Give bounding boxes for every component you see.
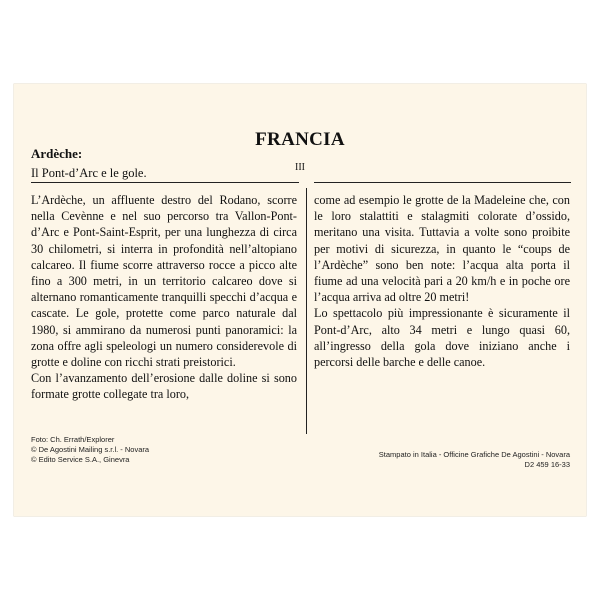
credit-line: © De Agostini Mailing s.r.l. - Novara (31, 445, 150, 454)
card-code: D2 459 16-33 (524, 460, 570, 469)
printer-info (379, 450, 570, 470)
paragraph: Lo spettacolo più impressionante è sicuramente il Pont-d’Arc, alto 34 metri e lungo quasi 60, all’ingresso della gola dove iniziano anche i percorsi delle barche e delle canoe. (314, 306, 570, 370)
credit-line: © Edito Service S.A., Ginevra (31, 455, 130, 464)
divider-right (314, 182, 571, 183)
divider-left (31, 182, 299, 183)
region-heading: Ardèche: (31, 146, 83, 161)
printer-line: Stampato in Italia - Officine Grafiche De Agostini - Novara (378, 450, 570, 459)
left-column (31, 192, 297, 403)
right-column (314, 192, 570, 370)
paragraph: come ad esempio le grotte de la Madeleine che, con le loro stalattiti e stalagmiti colorate d’ossido, meritano una visita. Tuttavia a volte sono proibite per motivi di sicurezza, in quanto le “coups de l’Ardèche” sono ben note: l’acqua alta porta il fiume ad una velocità pari a 20 km/h e in poche ore l’acqua arriva ad oltre 20 metri! (314, 193, 570, 305)
credit-line: Foto: Ch. Errath/Explorer (31, 435, 115, 444)
postcard-back (14, 84, 586, 516)
paragraph: Con l’avanzamento dell’erosione dalle doline si sono formate grotte collegate tra loro, (31, 371, 297, 402)
paragraph: L’Ardèche, un affluente destro del Rodano, scorre nella Cevènne e nel suo percorso tra Vallon-Pont-d’Arc e Pont-Saint-Esprit, per una lunghezza di circa 30 chilometri, si interra in profondità nell’altopiano calcareo. Il fiume scorre attraverso rocce a picco alte fino a 300 metri, in un territorio calcareo dove si alternano romanticamente tranquilli specchi d’acqua e cascate. Le gole, protette come parco naturale dal 1980, si ammirano da numerosi punti panoramici: la zona offre agli speleologi un numero considerevole di grotte e doline con ricchi strati preistorici. (31, 193, 297, 370)
volume-number: III (295, 162, 305, 173)
photo-credits (31, 435, 149, 465)
card-title: FRANCIA (255, 129, 345, 150)
card-subtitle: Il Pont-d’Arc e le gole. (31, 166, 147, 180)
column-divider (306, 188, 307, 434)
